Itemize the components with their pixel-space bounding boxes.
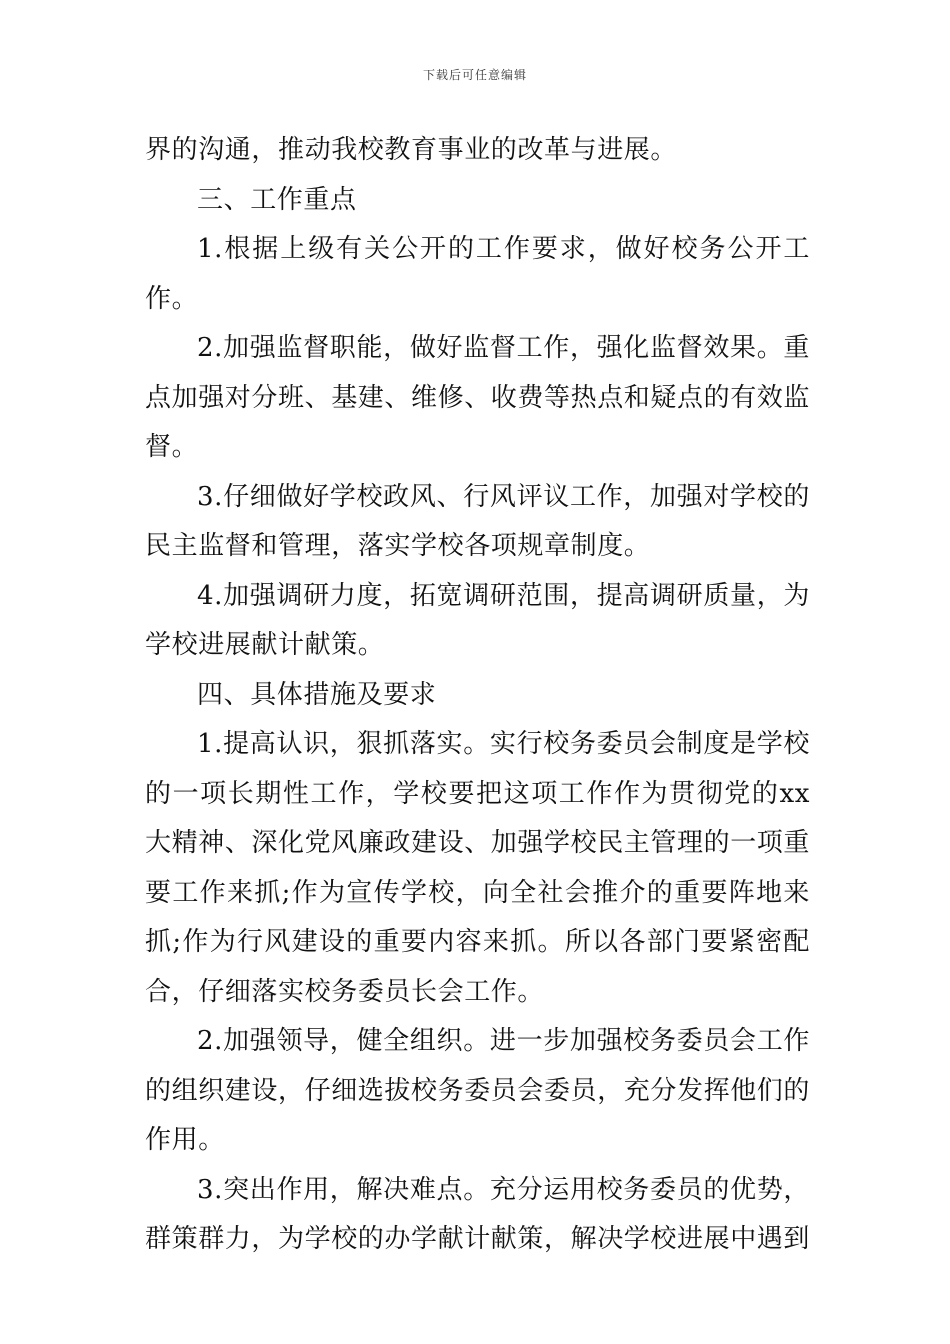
- paragraph-item-3: 3.仔细做好学校政风、行风评议工作，加强对学校的民主监督和管理，落实学校各项规章制度。: [145, 481, 810, 561]
- paragraph-measure-3: 3.突出作用，解决难点。充分运用校务委员的优势，群策群力，为学校的办学献计献策，解决学校进展中遇到: [145, 1174, 811, 1254]
- document-body: [145, 126, 810, 1265]
- paragraph-measure-1: 1.提高认识，狠抓落实。实行校务委员会制度是学校的一项长期性工作，学校要把这项工作作为贯彻党的xx大精神、深化党风廉政建设、加强学校民主管理的一项重要工作来抓;作为宣传学校，向全社会推介的重要阵地来抓;作为行风建设的重要内容来抓。所以各部门要紧密配合，仔细落实校务委员长会工作。: [145, 729, 811, 1007]
- section-heading-measures: 四、具体措施及要求: [197, 679, 437, 710]
- paragraph-continuation: 界的沟通，推动我校教育事业的改革与进展。: [145, 135, 678, 165]
- paragraph-item-1: 1.根据上级有关公开的工作要求，做好校务公开工作。: [145, 234, 810, 314]
- paragraph-item-2: 2.加强监督职能，做好监督工作，强化监督效果。重点加强对分班、基建、维修、收费等热点和疑点的有效监督。: [145, 333, 811, 462]
- paragraph-item-4: 4.加强调研力度，拓宽调研范围，提高调研质量，为学校进展献计献策。: [145, 580, 810, 660]
- section-heading-work-focus: 三、工作重点: [197, 184, 357, 215]
- paragraph-measure-2: 2.加强领导，健全组织。进一步加强校务委员会工作的组织建设，仔细选拔校务委员会委员，充分发挥他们的作用。: [145, 1026, 811, 1155]
- page-header: 下载后可任意编辑: [422, 68, 527, 82]
